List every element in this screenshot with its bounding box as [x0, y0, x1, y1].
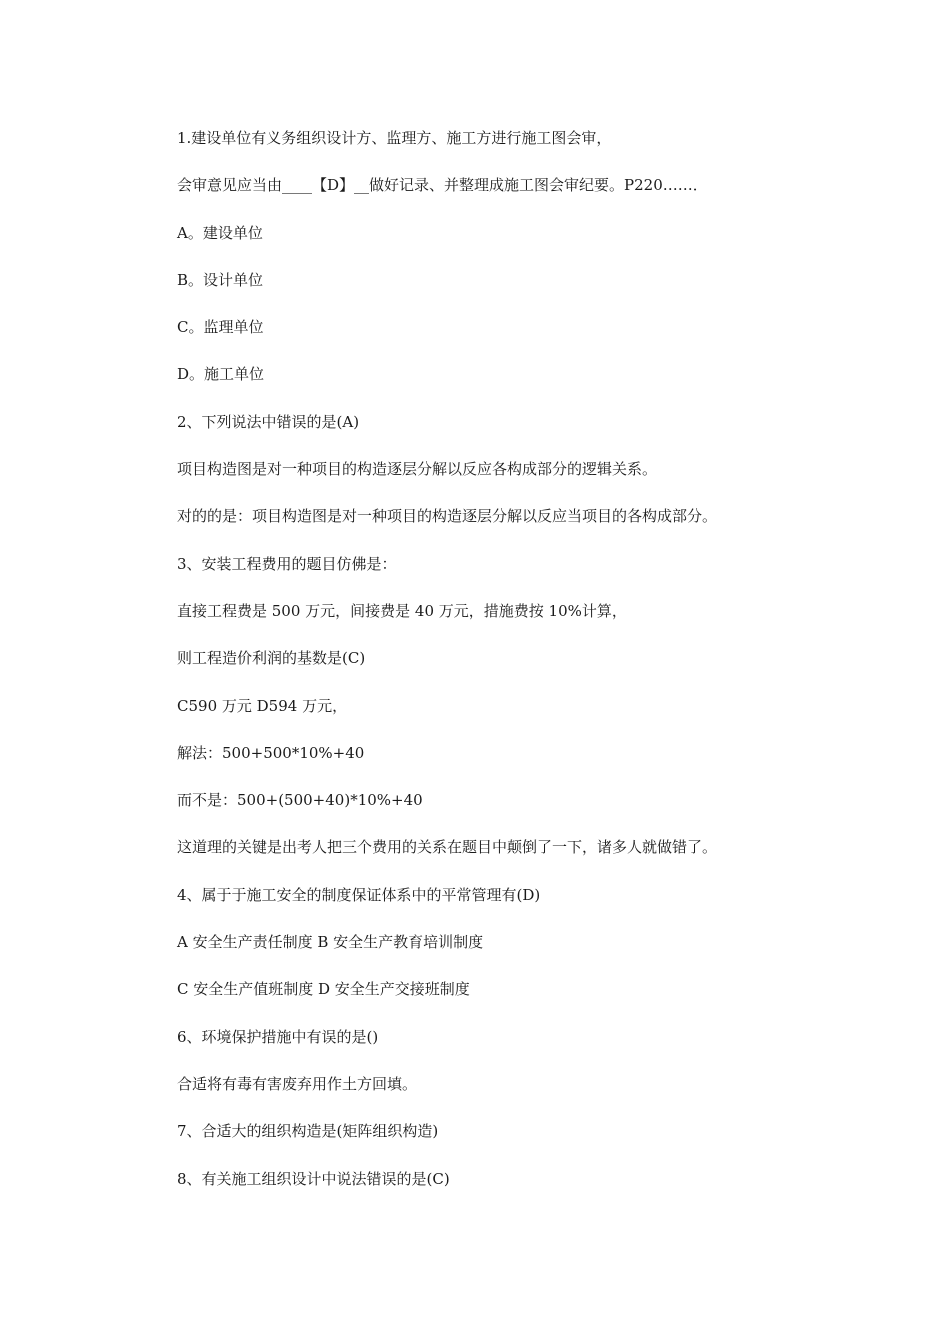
question-2-correction: 对的的是：项目构造图是对一种项目的构造逐层分解以反应当项目的各构成部分。: [177, 507, 718, 526]
question-6-answer: 合适将有毒有害废弃用作土方回填。: [177, 1074, 418, 1093]
option-a: A。建设单位: [177, 223, 263, 242]
question-3-given: 直接工程费是 500 万元，间接费是 40 万元，措施费按 10%计算，: [177, 601, 627, 620]
question-3-explanation: 这道理的关键是出考人把三个费用的关系在题目中颠倒了一下，诸多人就做错了。: [177, 838, 718, 857]
question-3-options: C590 万元 D594 万元，: [177, 696, 348, 715]
question-1-line-2: 会审意见应当由____【D】__做好记录、并整理成施工图会审纪要。P220……．: [177, 176, 708, 195]
question-3-solution: 解法：500+500*10%+40: [177, 743, 365, 762]
question-4-options-cd: C 安全生产值班制度 D 安全生产交接班制度: [177, 980, 470, 999]
document-body: [177, 124, 877, 1212]
question-3-ask: 则工程造价利润的基数是(C): [177, 649, 366, 668]
question-2: 2、下列说法中错误的是(A): [177, 412, 360, 431]
question-2-statement: 项目构造图是对一种项目的构造逐层分解以反应各构成部分的逻辑关系。: [177, 460, 658, 479]
option-d: D。施工单位: [177, 365, 265, 384]
question-1-line-1: 1.建设单位有义务组织设计方、监理方、施工方进行施工图会审，: [177, 129, 612, 147]
question-8: 8、有关施工组织设计中说法错误的是(C): [177, 1169, 450, 1188]
question-3-not: 而不是：500+(500+40)*10%+40: [177, 791, 423, 810]
question-7: 7、合适大的组织构造是(矩阵组织构造): [177, 1122, 439, 1141]
option-b: B。设计单位: [177, 270, 264, 289]
option-c: C。监理单位: [177, 318, 264, 337]
question-3: 3、安装工程费用的题目仿佛是：: [177, 554, 397, 573]
question-4-options-ab: A 安全生产责任制度 B 安全生产教育培训制度: [177, 933, 484, 952]
question-6: 6、环境保护措施中有误的是(): [177, 1027, 379, 1046]
question-4: 4、属于于施工安全的制度保证体系中的平常管理有(D): [177, 885, 541, 904]
